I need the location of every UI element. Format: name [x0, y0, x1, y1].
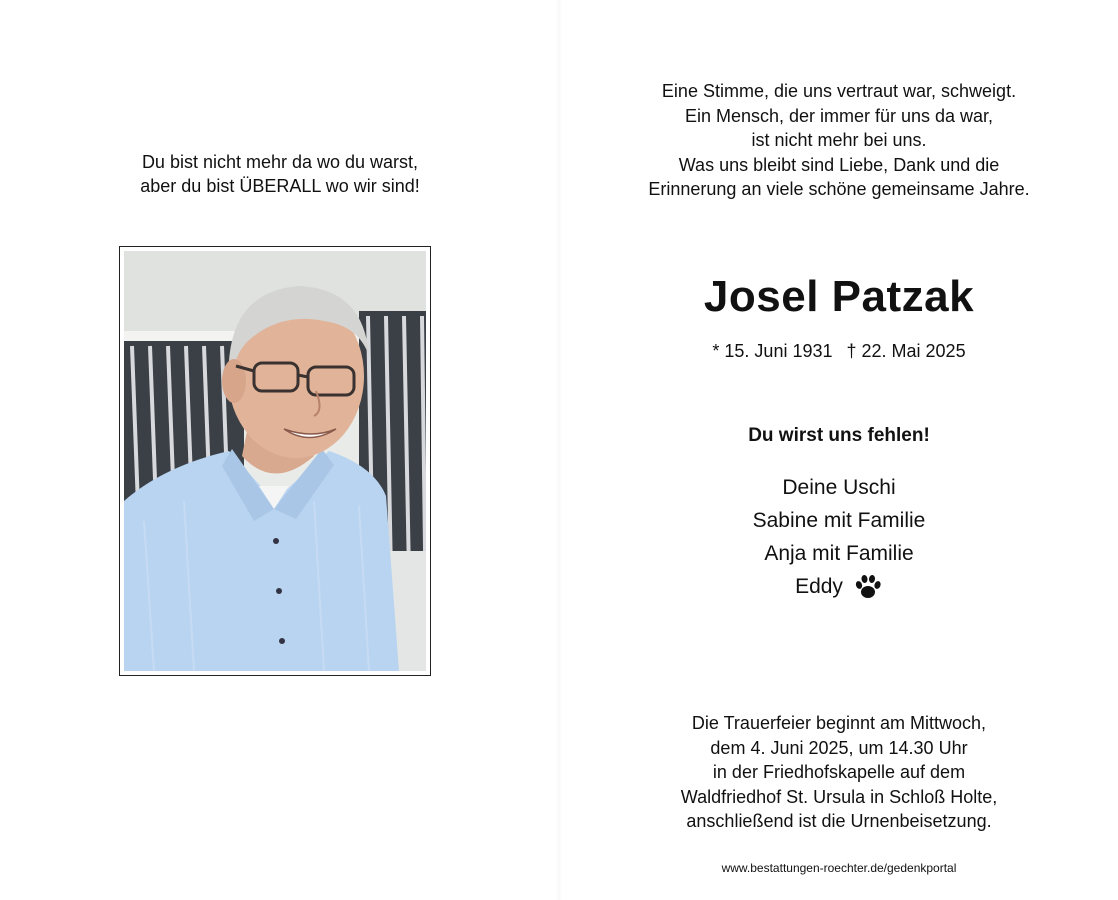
- family-member: Anja mit Familie: [764, 542, 914, 565]
- memorial-portal-url: www.bestattungen-roechter.de/gedenkportal: [721, 861, 957, 875]
- portrait-photo: [124, 251, 426, 671]
- right-verse-line: Ein Mensch, der immer für uns da war,: [684, 105, 994, 126]
- family-member: Eddy: [795, 575, 843, 598]
- service-line: anschließend ist die Urnenbeisetzung.: [686, 811, 992, 831]
- birth-date: * 15. Juni 1931: [712, 341, 833, 361]
- right-verse-line: Eine Stimme, die uns vertraut war, schweigt.: [661, 81, 1017, 101]
- paw-print-icon: [853, 572, 883, 602]
- deceased-name: Josel Patzak: [703, 272, 975, 321]
- family-member: Deine Uschi: [782, 476, 896, 499]
- life-dates: [600, 341, 1078, 362]
- service-line: in der Friedhofskapelle auf dem: [712, 762, 966, 782]
- death-date: † 22. Mai 2025: [846, 341, 966, 361]
- right-verse-line: ist nicht mehr bei uns.: [751, 130, 927, 150]
- right-verse-line: Erinnerung an viele schöne gemeinsame Jahre.: [648, 179, 1030, 199]
- left-verse: [100, 150, 460, 198]
- farewell-line: Du wirst uns fehlen!: [748, 425, 930, 446]
- service-line: dem 4. Juni 2025, um 14.30 Uhr: [710, 737, 968, 758]
- family-list: [600, 471, 1078, 603]
- portrait-frame: [119, 246, 431, 676]
- card-fold: [556, 0, 562, 900]
- family-member: Sabine mit Familie: [752, 509, 926, 532]
- left-verse-line: aber du bist ÜBERALL wo wir sind!: [140, 176, 420, 196]
- right-verse-line: Was uns bleibt sind Liebe, Dank und die: [678, 154, 1000, 175]
- right-verse: [600, 79, 1078, 202]
- funeral-service-info: [600, 711, 1078, 834]
- service-line: Waldfriedhof St. Ursula in Schloß Holte,: [680, 786, 998, 807]
- service-line: Die Trauerfeier beginnt am Mittwoch,: [691, 713, 987, 733]
- left-verse-line: Du bist nicht mehr da wo du warst,: [141, 152, 419, 172]
- family-member-pet: [600, 570, 1078, 603]
